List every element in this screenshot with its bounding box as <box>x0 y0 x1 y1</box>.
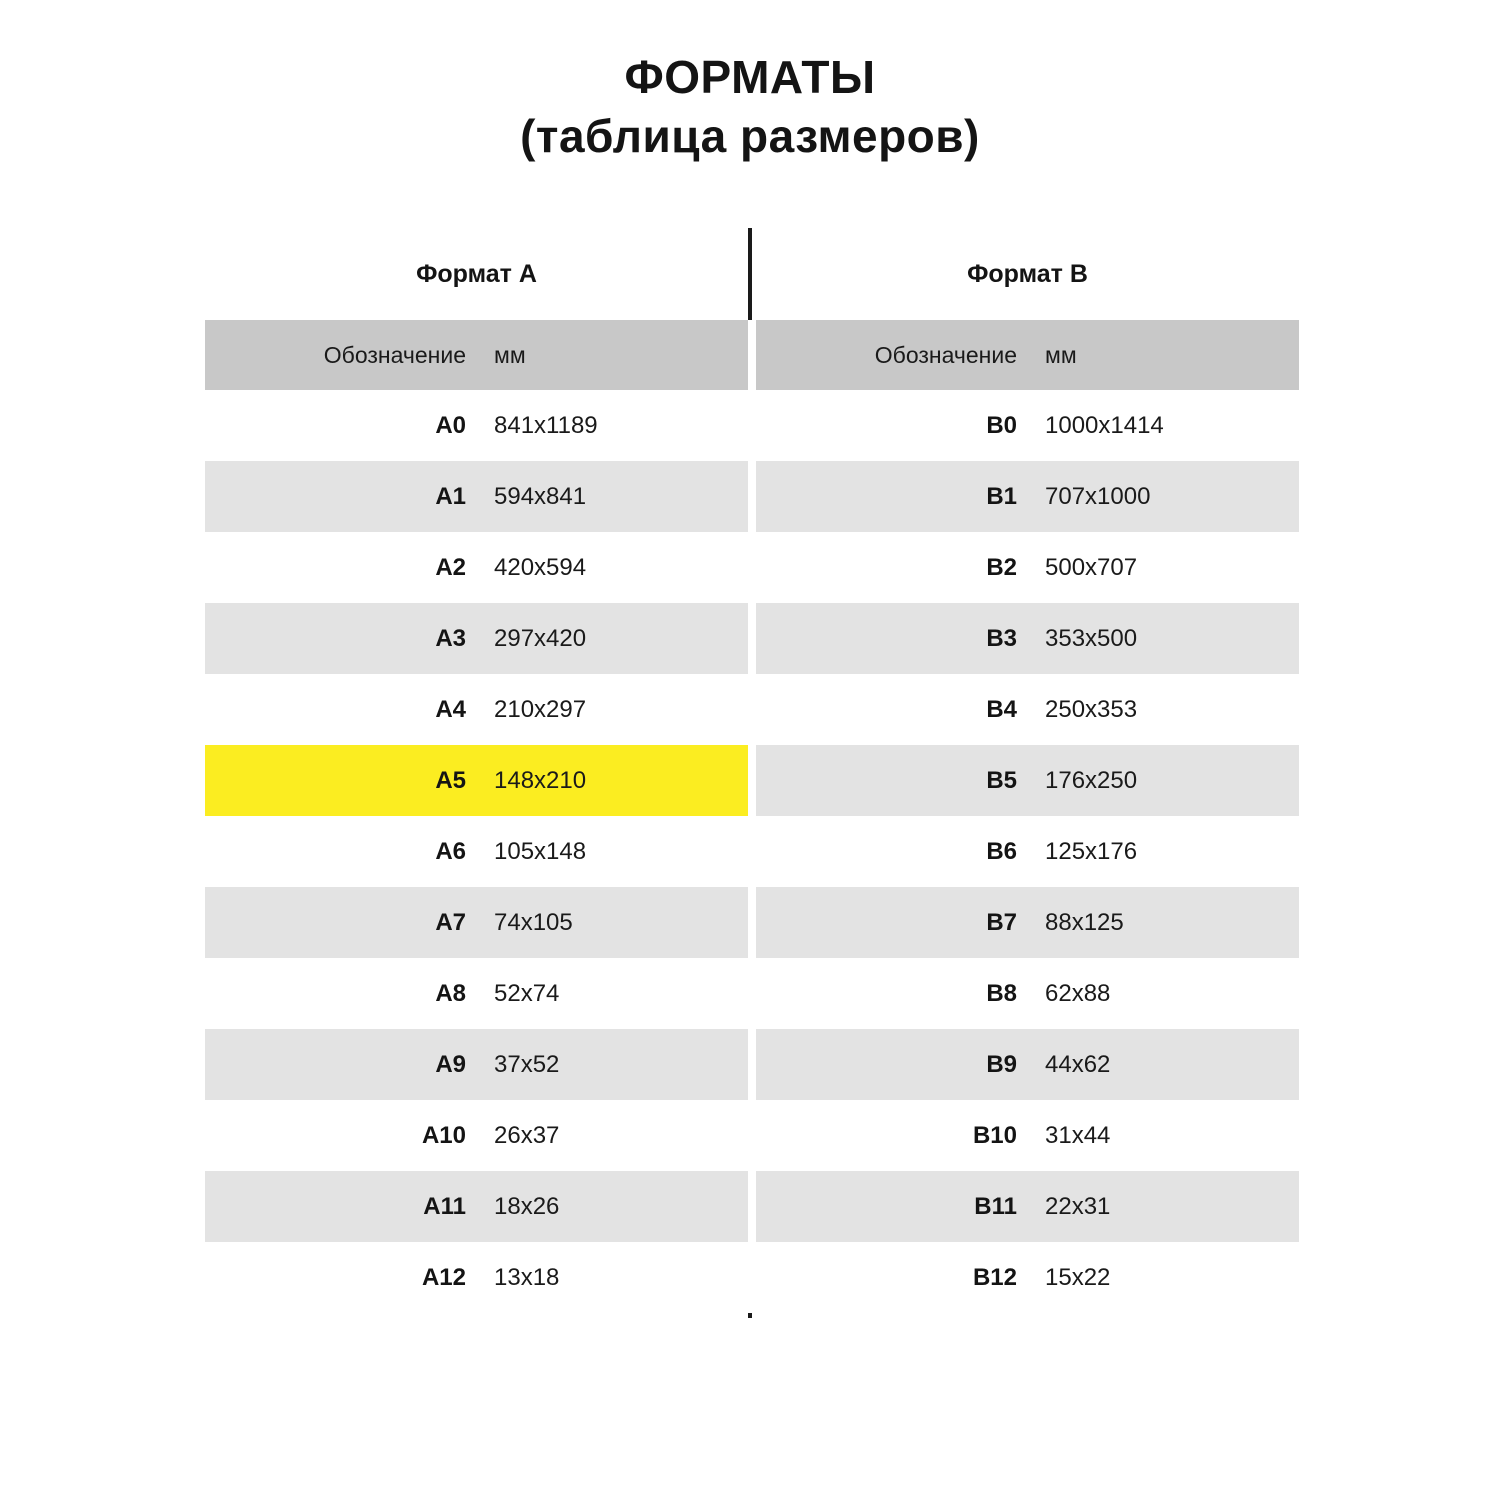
cell-code-b: B10 <box>756 1100 1031 1171</box>
cell-mm-b: 62x88 <box>1031 958 1299 1029</box>
cell-code-a: A2 <box>205 532 480 603</box>
cell-mm-a: 37x52 <box>480 1029 748 1100</box>
table-row <box>205 887 1299 958</box>
cell-code-a: A3 <box>205 603 480 674</box>
column-header-mm-b: мм <box>1031 320 1299 390</box>
cell-mm-a: 841x1189 <box>480 390 748 461</box>
cell-gap <box>748 1100 756 1171</box>
cell-gap <box>748 461 756 532</box>
cell-mm-a: 594x841 <box>480 461 748 532</box>
table-row <box>205 1242 1299 1313</box>
cell-code-a: A4 <box>205 674 480 745</box>
table-row <box>205 1029 1299 1100</box>
cell-mm-a: 297x420 <box>480 603 748 674</box>
cell-mm-b: 353x500 <box>1031 603 1299 674</box>
page-title <box>0 0 1500 166</box>
cell-mm-b: 15x22 <box>1031 1242 1299 1313</box>
cell-code-b: B2 <box>756 532 1031 603</box>
cell-mm-b: 500x707 <box>1031 532 1299 603</box>
cell-code-b: B3 <box>756 603 1031 674</box>
cell-code-b: B5 <box>756 745 1031 816</box>
cell-code-b: B1 <box>756 461 1031 532</box>
cell-mm-b: 125x176 <box>1031 816 1299 887</box>
table-row <box>205 390 1299 461</box>
table-row <box>205 1171 1299 1242</box>
cell-code-b: B12 <box>756 1242 1031 1313</box>
cell-mm-a: 52x74 <box>480 958 748 1029</box>
group-header-b: Формат В <box>967 259 1088 288</box>
cell-mm-b: 88x125 <box>1031 887 1299 958</box>
cell-code-b: B6 <box>756 816 1031 887</box>
title-line-1: ФОРМАТЫ <box>624 51 876 103</box>
column-header-code-a: Обозначение <box>205 320 480 390</box>
cell-mm-b: 176x250 <box>1031 745 1299 816</box>
cell-gap <box>748 1029 756 1100</box>
column-header-code-b: Обозначение <box>756 320 1031 390</box>
cell-code-b: B11 <box>756 1171 1031 1242</box>
table-row <box>205 532 1299 603</box>
cell-code-a: A1 <box>205 461 480 532</box>
cell-code-a: A8 <box>205 958 480 1029</box>
table-row <box>205 958 1299 1029</box>
cell-code-b: B0 <box>756 390 1031 461</box>
cell-code-b: B9 <box>756 1029 1031 1100</box>
table-row <box>205 674 1299 745</box>
cell-mm-a: 420x594 <box>480 532 748 603</box>
cell-mm-a: 210x297 <box>480 674 748 745</box>
cell-mm-a: 26x37 <box>480 1100 748 1171</box>
cell-gap <box>748 1242 756 1313</box>
table-body <box>205 390 1299 1313</box>
cell-mm-a: 18x26 <box>480 1171 748 1242</box>
cell-gap <box>748 816 756 887</box>
cell-mm-b: 22x31 <box>1031 1171 1299 1242</box>
table-row <box>205 745 1299 816</box>
cell-mm-b: 707x1000 <box>1031 461 1299 532</box>
cell-code-a: A7 <box>205 887 480 958</box>
cell-code-b: B7 <box>756 887 1031 958</box>
table-head <box>205 320 1299 390</box>
cell-mm-b: 44x62 <box>1031 1029 1299 1100</box>
column-header-gap <box>748 320 756 390</box>
cell-code-b: B4 <box>756 674 1031 745</box>
cell-gap <box>748 390 756 461</box>
group-headers <box>205 228 1299 320</box>
cell-mm-a: 74x105 <box>480 887 748 958</box>
cell-mm-a: 105x148 <box>480 816 748 887</box>
cell-gap <box>748 1171 756 1242</box>
table-header-row <box>205 320 1299 390</box>
column-header-mm-a: мм <box>480 320 748 390</box>
cell-code-a: A11 <box>205 1171 480 1242</box>
cell-gap <box>748 674 756 745</box>
cell-mm-a: 13x18 <box>480 1242 748 1313</box>
cell-mm-a: 148x210 <box>480 745 748 816</box>
cell-gap <box>748 532 756 603</box>
table-row <box>205 461 1299 532</box>
title-line-2: (таблица размеров) <box>520 109 980 162</box>
cell-code-a: A12 <box>205 1242 480 1313</box>
cell-code-a: A6 <box>205 816 480 887</box>
group-header-a: Формат А <box>416 259 537 288</box>
cell-code-a: A0 <box>205 390 480 461</box>
cell-gap <box>748 958 756 1029</box>
formats-table <box>205 320 1299 1313</box>
cell-gap <box>748 603 756 674</box>
cell-gap <box>748 745 756 816</box>
table-row <box>205 1100 1299 1171</box>
formats-table-container <box>205 228 1299 1313</box>
cell-mm-b: 31x44 <box>1031 1100 1299 1171</box>
cell-code-b: B8 <box>756 958 1031 1029</box>
cell-gap <box>748 887 756 958</box>
table-row <box>205 816 1299 887</box>
table-row <box>205 603 1299 674</box>
cell-code-a: A5 <box>205 745 480 816</box>
cell-code-a: A9 <box>205 1029 480 1100</box>
cell-code-a: A10 <box>205 1100 480 1171</box>
cell-mm-b: 250x353 <box>1031 674 1299 745</box>
cell-mm-b: 1000x1414 <box>1031 390 1299 461</box>
